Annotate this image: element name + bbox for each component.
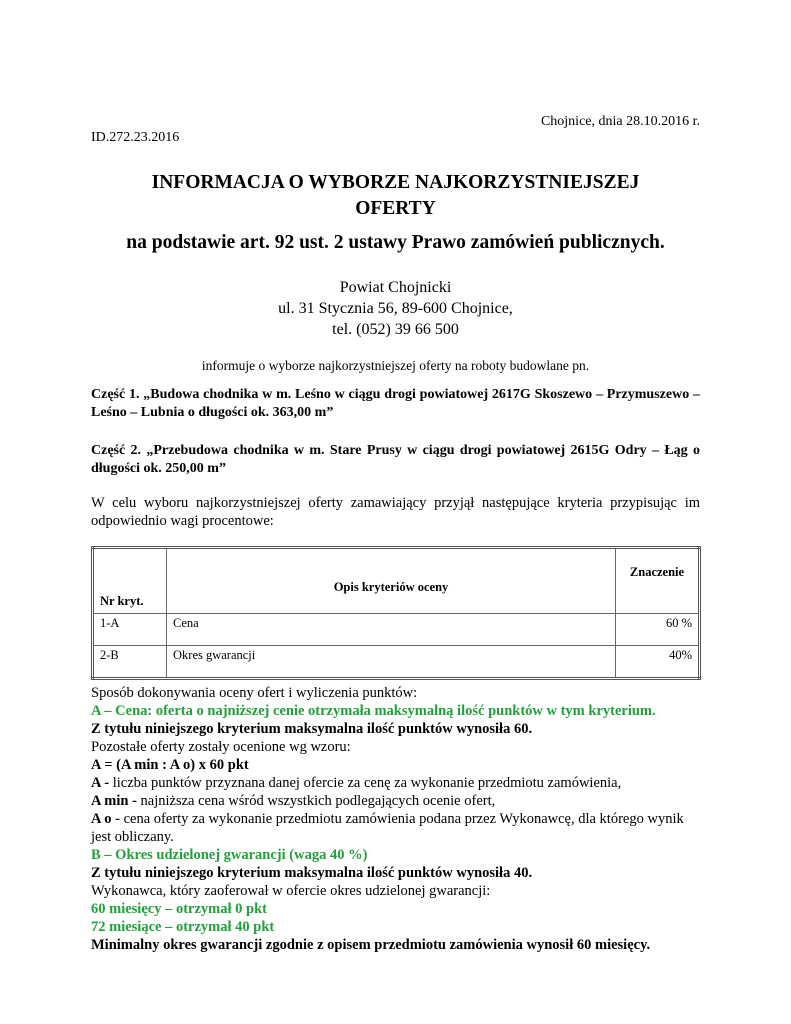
- title-line-1: INFORMACJA O WYBORZE NAJKORZYSTNIEJSZEJ: [151, 172, 640, 193]
- definition-amin-text: najniższa cena wśród wszystkich podlegających ocenie ofert,: [136, 793, 496, 809]
- formula: A = (A min : A o) x 60 pkt: [91, 757, 249, 773]
- row-1-description: Cena: [167, 614, 616, 646]
- document-title: [91, 170, 700, 222]
- definition-amin: [91, 792, 706, 810]
- part-1: Część 1. „Budowa chodnika w m. Leśno w ciągu drogi powiatowej 2617G Skoszewo – Przymuszewo – Leśno – Lubnia o długości ok. 363,00 m”: [91, 387, 700, 420]
- header-description: Opis kryteriów oceny: [167, 548, 616, 614]
- evaluation-method: Sposób dokonywania oceny ofert i wyliczenia punktów:: [91, 685, 418, 701]
- definition-amin-term: A min -: [91, 793, 137, 809]
- document-id: ID.272.23.2016: [91, 130, 180, 145]
- table-row: [93, 646, 700, 679]
- warranty-60-months: 60 miesięcy – otrzymał 0 pkt: [91, 901, 267, 917]
- criteria-intro: W celu wyboru najkorzystniejszej oferty zamawiający przyjął następujące kryteria przypisując im odpowiednio wagi procentowe:: [91, 495, 700, 529]
- title-line-2: OFERTY: [355, 198, 436, 219]
- table-row: [93, 614, 700, 646]
- document-date: Chojnice, dnia 28.10.2016 r.: [540, 114, 700, 129]
- criteria-table: [91, 546, 701, 680]
- table-header-row: [93, 548, 700, 614]
- criterion-a-max: Z tytułu niniejszego kryterium maksymalna ilość punktów wynosiła 60.: [91, 721, 533, 737]
- row-1-weight: 60 %: [616, 614, 700, 646]
- part-2: Część 2. „Przebudowa chodnika w m. Stare Prusy w ciągu drogi powiatowej 2615G Odry – Łąg o długości ok. 250,00 m”: [91, 443, 700, 476]
- criterion-b-intro: Wykonawca, który zaoferował w ofercie okres udzielonej gwarancji:: [91, 883, 491, 899]
- address-phone: tel. (052) 39 66 500: [332, 321, 459, 338]
- address-block: [91, 277, 700, 340]
- definition-ao-term: A o -: [91, 811, 120, 827]
- criterion-b-max: Z tytułu niniejszego kryterium maksymalna ilość punktów wynosiła 40.: [91, 865, 533, 881]
- criterion-b-heading: B – Okres udzielonej gwarancji (waga 40 %): [91, 847, 368, 863]
- intro-text: informuje o wyborze najkorzystniejszej oferty na roboty budowlane pn.: [201, 358, 590, 373]
- document-subtitle: na podstawie art. 92 ust. 2 ustawy Prawo zamówień publicznych.: [126, 232, 665, 253]
- row-2-nr: 2-B: [93, 646, 167, 679]
- definition-ao: [91, 810, 706, 846]
- address-name: Powiat Chojnicki: [339, 279, 452, 296]
- header-weight: Znaczenie: [616, 548, 700, 614]
- row-2-weight: 40%: [616, 646, 700, 679]
- row-1-nr: 1-A: [93, 614, 167, 646]
- criterion-a-heading: A – Cena: oferta o najniższej cenie otrzymała maksymalną ilość punktów w tym kryterium.: [91, 703, 656, 719]
- address-street: ul. 31 Stycznia 56, 89-600 Chojnice,: [278, 300, 513, 317]
- evaluation-section: [91, 684, 706, 954]
- definition-a-text: liczba punktów przyznana danej ofercie za cenę za wykonanie przedmiotu zamówienia,: [109, 775, 622, 791]
- row-2-description: Okres gwarancji: [167, 646, 616, 679]
- definition-a: [91, 774, 706, 792]
- warranty-72-months: 72 miesiące – otrzymał 40 pkt: [91, 919, 275, 935]
- definition-a-term: A -: [91, 775, 110, 791]
- header-nr: Nr kryt.: [93, 548, 167, 614]
- minimum-warranty: Minimalny okres gwarancji zgodnie z opisem przedmiotu zamówienia wynosił 60 miesięcy.: [91, 937, 651, 953]
- formula-intro: Pozostałe oferty zostały ocenione wg wzoru:: [91, 739, 351, 755]
- definition-ao-text: cena oferty za wykonanie przedmiotu zamówienia podana przez Wykonawcę, dla którego wynik jest obliczany.: [91, 811, 684, 845]
